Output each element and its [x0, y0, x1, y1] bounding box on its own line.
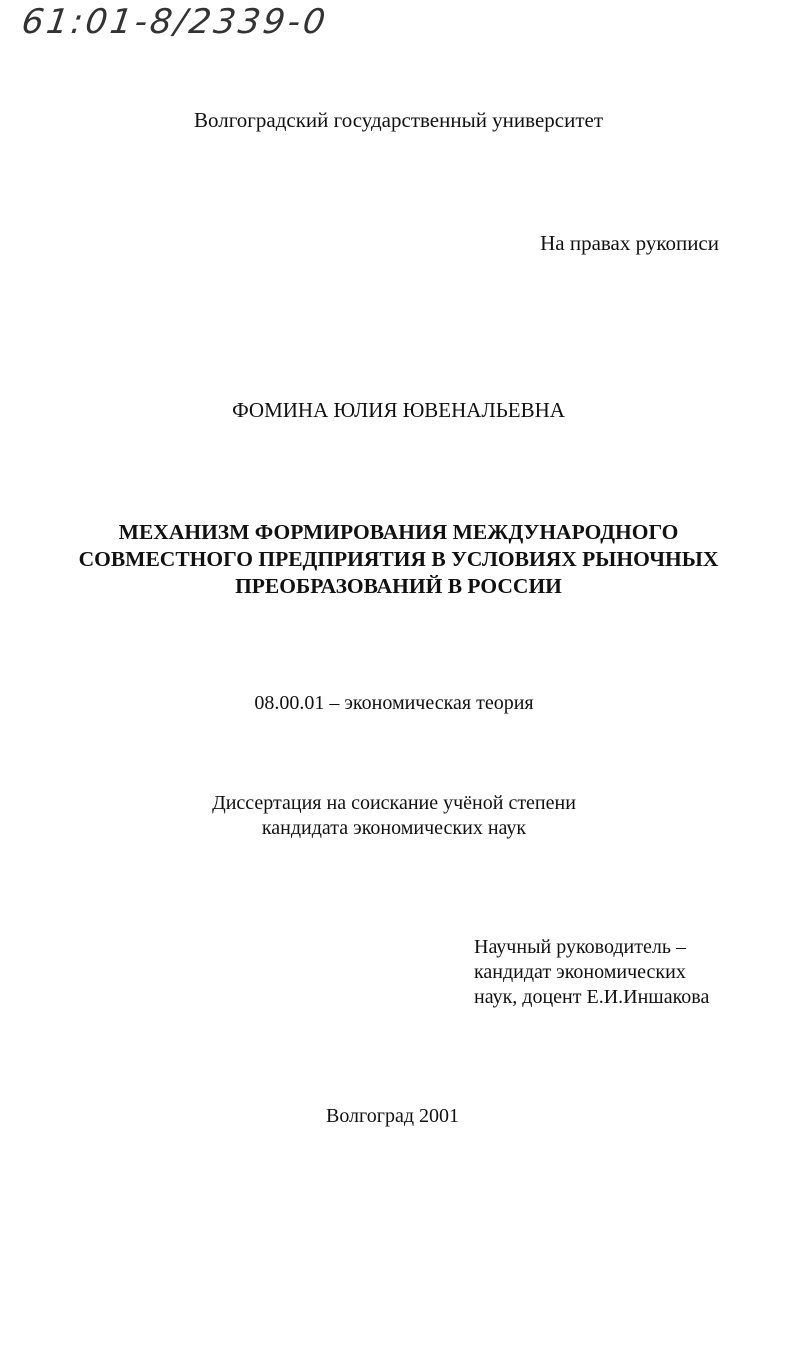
author-name: ФОМИНА ЮЛИЯ ЮВЕНАЛЬЕВНА	[232, 398, 565, 422]
supervisor-block	[474, 935, 709, 1010]
university-name: Волгоградский государственный университет	[193, 108, 604, 132]
title-line-3: ПРЕОБРАЗОВАНИЙ В РОССИИ	[235, 574, 562, 598]
degree-line-2: кандидата экономических наук	[261, 817, 527, 839]
dissertation-title	[0, 519, 797, 600]
degree-line-1: Диссертация на соискание учёной степени	[212, 792, 576, 814]
supervisor-line-2: кандидат экономических	[474, 961, 686, 983]
manuscript-rights-note: На правах рукописи	[540, 231, 719, 255]
city-and-year: Волгоград 2001	[325, 1105, 460, 1127]
title-line-1: МЕХАНИЗМ ФОРМИРОВАНИЯ МЕЖДУНАРОДНОГО	[118, 520, 679, 544]
title-line-2: СОВМЕСТНОГО ПРЕДПРИЯТИЯ В УСЛОВИЯХ РЫНОЧНЫХ	[78, 547, 719, 571]
supervisor-line-1: Научный руководитель –	[474, 936, 686, 958]
handwritten-catalog-code: 61:01-8/2339-0	[19, 2, 331, 42]
degree-statement	[0, 791, 788, 841]
supervisor-line-3: наук, доцент Е.И.Иншакова	[474, 986, 710, 1008]
specialty-code: 08.00.01 – экономическая теория	[254, 692, 534, 714]
